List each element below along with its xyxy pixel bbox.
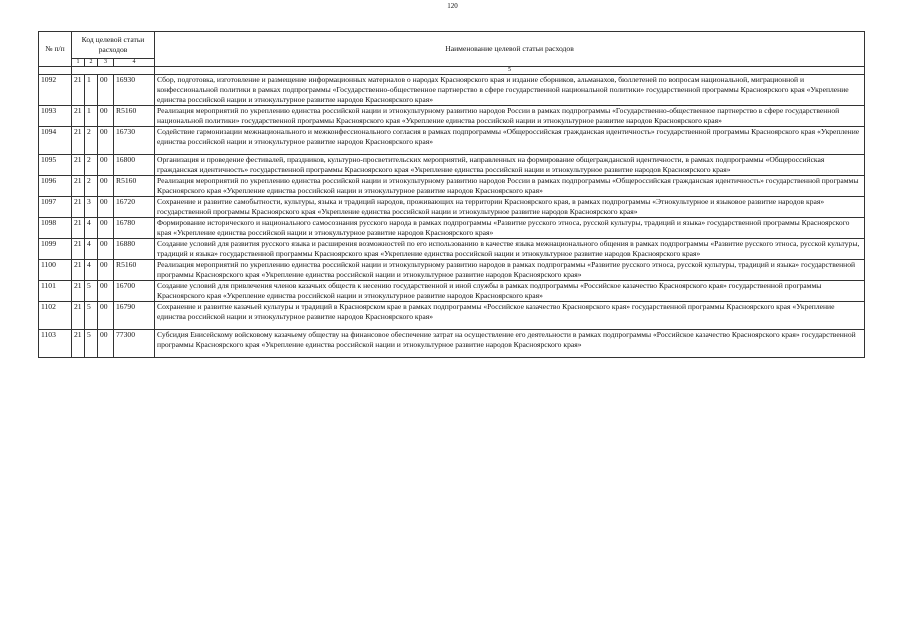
code-part-3: 00 <box>98 330 114 358</box>
header-index-row <box>39 67 865 75</box>
row-number: 1103 <box>39 330 72 358</box>
code-part-1: 21 <box>72 218 85 239</box>
table-row <box>39 155 865 176</box>
row-number: 1096 <box>39 176 72 197</box>
header-sub-3: 3 <box>98 59 114 67</box>
code-part-1: 21 <box>72 155 85 176</box>
row-number: 1098 <box>39 218 72 239</box>
code-part-3: 00 <box>98 106 114 127</box>
row-description: Субсидия Енисейскому войсковому казачьему обществу на финансовое обеспечение затрат на осуществление его деятельности в рамках подпрограммы «Российское казачество Красноярского края» государственной программы Красноярского края «Укрепление единства российской нации и этнокультурное развитие народов Красноярского края» <box>155 330 865 358</box>
header-row <box>39 32 865 59</box>
table-row <box>39 197 865 218</box>
code-part-2: 5 <box>85 281 98 302</box>
table-header <box>39 32 865 67</box>
header-sub-5: 5 <box>155 67 865 75</box>
row-description: Сохранение и развитие самобытности, культуры, языка и традиций народов, проживающих на территории Красноярского края, в рамках подпрограммы «Этнокультурное и языковое развитие народов края» государственной программы Красноярского края «Укрепление единства российской нации и этнокультурное развитие народов Красноярского края» <box>155 197 865 218</box>
code-part-1: 21 <box>72 330 85 358</box>
code-part-4: 77300 <box>114 330 155 358</box>
code-part-3: 00 <box>98 260 114 281</box>
row-description: Создание условий для развития русского языка и расширения возможностей по его использованию в качестве языка межнационального общения в рамках подпрограммы «Развитие русского этноса, русской культуры, традиций и языка» государственной программы Красноярского края «Укрепление единства российской нации и этнокультурное развитие народов Красноярского края» <box>155 239 865 260</box>
table-body <box>39 67 865 358</box>
code-part-1: 21 <box>72 176 85 197</box>
row-description: Реализация мероприятий по укреплению единства российской нации и этнокультурному развитию народов в рамках подпрограммы «Развитие русского этноса, русской культуры, традиций и языка» государственной программы Красноярского края «Укрепление единства российской нации и этнокультурное развитие народов Красноярского края» <box>155 260 865 281</box>
row-description: Сбор, подготовка, изготовление и размещение информационных материалов о народах Красноярского края и издание сборников, альманахов, бюллетеней по вопросам национальной, миграционной и конфессиональной политики в рамках подпрограммы «Государственно-общественное партнерство в сфере государственной национальной политики» государственной программы Красноярского края «Укрепление единства российской нации и этнокультурное развитие народов Красноярского края» <box>155 75 865 106</box>
row-number: 1100 <box>39 260 72 281</box>
code-part-3: 00 <box>98 127 114 155</box>
table-row <box>39 330 865 358</box>
code-part-4: 16780 <box>114 218 155 239</box>
row-description: Сохранение и развитие казачьей культуры и традиций в Красноярском крае в рамках подпрограммы «Российское казачество Красноярского края» государственной программы Красноярского края «Укрепление единства российской нации и этнокультурное развитие народов Красноярского края» <box>155 302 865 330</box>
page-number: 120 <box>447 2 458 10</box>
budget-table <box>38 31 865 358</box>
code-part-4: 16800 <box>114 155 155 176</box>
row-number: 1099 <box>39 239 72 260</box>
code-part-3: 00 <box>98 197 114 218</box>
row-number: 1092 <box>39 75 72 106</box>
code-part-1: 21 <box>72 239 85 260</box>
row-number: 1102 <box>39 302 72 330</box>
code-part-4: 16730 <box>114 127 155 155</box>
code-part-2: 4 <box>85 218 98 239</box>
table-row <box>39 218 865 239</box>
code-part-3: 00 <box>98 155 114 176</box>
code-part-4: R5160 <box>114 260 155 281</box>
table-row <box>39 302 865 330</box>
header-sub-4: 4 <box>114 59 155 67</box>
code-part-2: 2 <box>85 155 98 176</box>
code-part-4: 16930 <box>114 75 155 106</box>
header-sub-2: 2 <box>85 59 98 67</box>
code-part-4: R5160 <box>114 106 155 127</box>
header-num: № п/п <box>39 32 72 67</box>
code-part-2: 5 <box>85 302 98 330</box>
code-part-4: 16790 <box>114 302 155 330</box>
code-part-3: 00 <box>98 218 114 239</box>
code-part-1: 21 <box>72 75 85 106</box>
header-code: Код целевой статьи расходов <box>72 32 155 59</box>
code-part-3: 00 <box>98 302 114 330</box>
code-part-3: 00 <box>98 281 114 302</box>
code-part-4: 16720 <box>114 197 155 218</box>
table-row <box>39 260 865 281</box>
code-part-1: 21 <box>72 260 85 281</box>
code-part-3: 00 <box>98 75 114 106</box>
code-part-2: 2 <box>85 127 98 155</box>
row-description: Реализация мероприятий по укреплению единства российской нации и этнокультурному развитию народов России в рамках подпрограммы «Общероссийская гражданская идентичность» государственной программы Красноярского края «Укрепление единства российской нации и этнокультурное развитие народов Красноярского края» <box>155 176 865 197</box>
code-part-3: 00 <box>98 176 114 197</box>
row-number: 1097 <box>39 197 72 218</box>
row-description: Формирование исторического и национального самосознания русского народа в рамках подпрограммы «Развитие русского этноса, русской культуры, традиций и языка» государственной программы Красноярского края «Укрепление единства российской нации и этнокультурное развитие народов Красноярского края» <box>155 218 865 239</box>
row-number: 1093 <box>39 106 72 127</box>
row-description: Создание условий для привлечения членов казачьих обществ к несению государственной и иной службы в рамках подпрограммы «Российское казачество Красноярского края» государственной программы Красноярского края «Укрепление единства российской нации и этнокультурное развитие народов Красноярского края» <box>155 281 865 302</box>
table-row <box>39 281 865 302</box>
row-description: Организация и проведение фестивалей, праздников, культурно-просветительских мероприятий, направленных на формирование общегражданской идентичности, в рамках подпрограммы «Общероссийская гражданская идентичность» государственной программы Красноярского края «Укрепление единства российской нации и этнокультурное развитие народов Красноярского края» <box>155 155 865 176</box>
code-part-4: 16880 <box>114 239 155 260</box>
code-part-2: 1 <box>85 106 98 127</box>
table-row <box>39 106 865 127</box>
code-part-2: 1 <box>85 75 98 106</box>
table-row <box>39 176 865 197</box>
code-part-4: 16700 <box>114 281 155 302</box>
code-part-4: R5160 <box>114 176 155 197</box>
code-part-1: 21 <box>72 106 85 127</box>
row-description: Содействие гармонизации межнационального и межконфессионального согласия в рамках подпрограммы «Общероссийская гражданская идентичность» государственной программы Красноярского края «Укрепление единства российской нации и этнокультурное развитие народов Красноярского края» <box>155 127 865 155</box>
code-part-2: 4 <box>85 239 98 260</box>
code-part-3: 00 <box>98 239 114 260</box>
code-part-2: 4 <box>85 260 98 281</box>
row-number: 1101 <box>39 281 72 302</box>
code-part-1: 21 <box>72 197 85 218</box>
header-name: Наименование целевой статьи расходов <box>155 32 865 67</box>
row-number: 1095 <box>39 155 72 176</box>
code-part-2: 2 <box>85 176 98 197</box>
table-row <box>39 239 865 260</box>
header-sub-1: 1 <box>72 59 85 67</box>
table-row <box>39 127 865 155</box>
code-part-1: 21 <box>72 281 85 302</box>
row-number: 1094 <box>39 127 72 155</box>
table-row <box>39 75 865 106</box>
code-part-2: 5 <box>85 330 98 358</box>
code-part-2: 3 <box>85 197 98 218</box>
code-part-1: 21 <box>72 302 85 330</box>
code-part-1: 21 <box>72 127 85 155</box>
row-description: Реализация мероприятий по укреплению единства российской нации и этнокультурному развитию народов России в рамках подпрограммы «Государственно-общественное партнерство в сфере государственной национальной политики» государственной программы Красноярского края «Укрепление единства российской нации и этнокультурное развитие народов Красноярского края» <box>155 106 865 127</box>
